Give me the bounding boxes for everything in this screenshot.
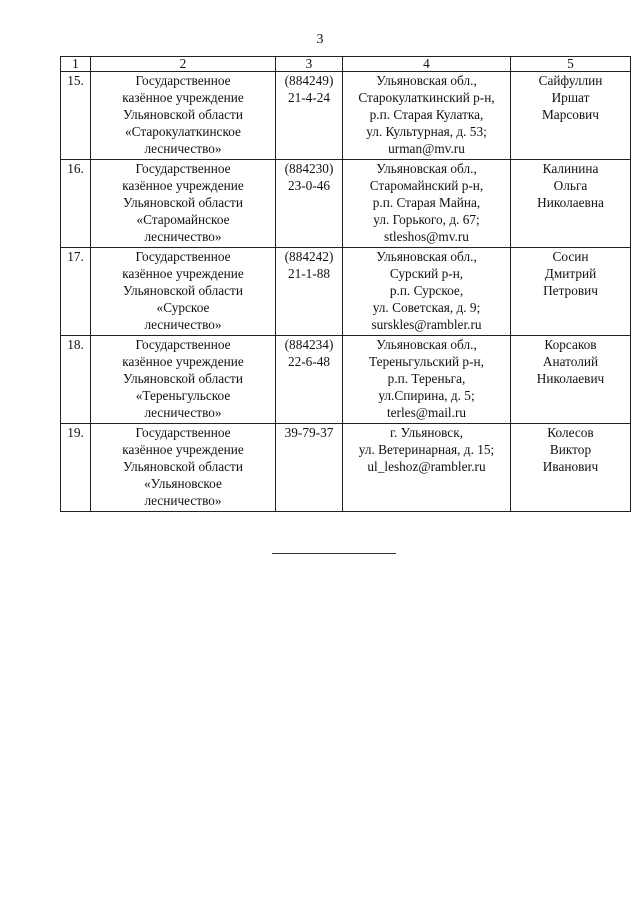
address-line: ул.Спирина, д. 5; xyxy=(378,388,475,403)
organization-line: «Тереньгульское xyxy=(135,388,231,403)
head-name-line: Калинина xyxy=(542,161,599,176)
phone-line: 22-6-48 xyxy=(287,354,331,369)
organization-line: Государственное xyxy=(135,161,231,176)
head-name-line: Дмитрий xyxy=(544,266,597,281)
address-line: ул. Горького, д. 67; xyxy=(373,212,480,227)
address-line: р.п. Сурское, xyxy=(389,283,464,298)
column-header-5: 5 xyxy=(511,57,631,72)
organization-cell xyxy=(91,160,276,248)
head-name-line: Ольга xyxy=(553,178,588,193)
row-number: 19. xyxy=(61,424,91,512)
address-line: Старомайнский р-н, xyxy=(369,178,484,193)
address-line: ul_leshoz@rambler.ru xyxy=(367,459,486,474)
head-name-line: Анатолий xyxy=(542,354,599,369)
organization-line: «Сурское xyxy=(156,300,210,315)
organization-line: лесничество» xyxy=(144,493,222,508)
address-cell xyxy=(343,72,511,160)
organization-cell xyxy=(91,424,276,512)
head-name-line: Марсович xyxy=(541,107,599,122)
address-line: Тереньгульский р-н, xyxy=(369,354,484,369)
head-name-line: Виктор xyxy=(549,442,592,457)
address-cell xyxy=(343,424,511,512)
head-name-line: Николаевич xyxy=(536,371,605,386)
address-line: ул. Культурная, д. 53; xyxy=(366,124,487,139)
organization-line: Ульяновской области xyxy=(123,283,243,298)
column-header-1: 1 xyxy=(61,57,91,72)
row-number: 18. xyxy=(61,336,91,424)
address-line: surskles@rambler.ru xyxy=(371,317,482,332)
organization-line: Ульяновской области xyxy=(123,459,243,474)
head-name-line: Петрович xyxy=(543,283,598,298)
table-row xyxy=(61,424,631,512)
head-name-cell xyxy=(511,248,631,336)
organization-line: казённое учреждение xyxy=(122,354,244,369)
phone-line: 23-0-46 xyxy=(287,178,331,193)
address-line: stleshos@mv.ru xyxy=(384,229,469,244)
page-number: 3 xyxy=(316,32,324,47)
head-name-line: Сайфуллин xyxy=(538,73,603,88)
organization-line: «Старомайнское xyxy=(136,212,230,227)
organization-line: казённое учреждение xyxy=(122,442,244,457)
address-cell xyxy=(343,336,511,424)
head-name-cell xyxy=(511,424,631,512)
phone-line: (884230) xyxy=(284,161,334,176)
organization-line: «Старокулаткинское xyxy=(125,124,241,139)
organization-cell xyxy=(91,336,276,424)
organization-line: Государственное xyxy=(135,249,231,264)
phone-line: 39-79-37 xyxy=(284,425,334,440)
address-line: Ульяновская обл., xyxy=(376,249,477,264)
address-cell xyxy=(343,248,511,336)
organization-line: Государственное xyxy=(135,337,231,352)
head-name-line: Сосин xyxy=(552,249,589,264)
address-line: г. Ульяновск, xyxy=(390,425,463,440)
address-line: Ульяновская обл., xyxy=(376,337,477,352)
organization-line: Ульяновской области xyxy=(123,107,243,122)
organization-line: Ульяновской области xyxy=(123,371,243,386)
head-name-cell xyxy=(511,336,631,424)
phone-line: 21-4-24 xyxy=(287,90,331,105)
head-name-line: Иванович xyxy=(542,459,599,474)
phone-line: 21-1-88 xyxy=(287,266,331,281)
phone-cell xyxy=(276,248,343,336)
organization-line: Государственное xyxy=(135,425,231,440)
table-row xyxy=(61,160,631,248)
address-cell xyxy=(343,160,511,248)
row-number: 16. xyxy=(61,160,91,248)
organization-cell xyxy=(91,72,276,160)
organization-line: казённое учреждение xyxy=(122,90,244,105)
forestry-registry-table xyxy=(60,56,631,512)
head-name-cell xyxy=(511,72,631,160)
address-line: ул. Советская, д. 9; xyxy=(372,300,481,315)
address-line: Сурский р-н, xyxy=(389,266,464,281)
address-line: р.п. Старая Кулатка, xyxy=(369,107,484,122)
address-line: ул. Ветеринарная, д. 15; xyxy=(358,442,495,457)
address-line: Ульяновская обл., xyxy=(376,161,477,176)
phone-cell xyxy=(276,424,343,512)
phone-cell xyxy=(276,336,343,424)
address-line: Ульяновская обл., xyxy=(376,73,477,88)
row-number: 15. xyxy=(61,72,91,160)
phone-line: (884234) xyxy=(284,337,334,352)
head-name-line: Колесов xyxy=(547,425,594,440)
organization-cell xyxy=(91,248,276,336)
head-name-line: Корсаков xyxy=(544,337,597,352)
phone-cell xyxy=(276,72,343,160)
organization-line: лесничество» xyxy=(144,405,222,420)
table-row xyxy=(61,248,631,336)
table-row xyxy=(61,336,631,424)
end-rule xyxy=(272,553,396,554)
column-header-4: 4 xyxy=(343,57,511,72)
organization-line: «Ульяновское xyxy=(144,476,222,491)
address-line: urman@mv.ru xyxy=(388,141,465,156)
row-number: 17. xyxy=(61,248,91,336)
organization-line: лесничество» xyxy=(144,229,222,244)
phone-line: (884242) xyxy=(284,249,334,264)
organization-line: Государственное xyxy=(135,73,231,88)
column-header-2: 2 xyxy=(91,57,276,72)
address-line: Старокулаткинский р-н, xyxy=(358,90,495,105)
phone-line: (884249) xyxy=(284,73,334,88)
organization-line: лесничество» xyxy=(144,141,222,156)
organization-line: Ульяновской области xyxy=(123,195,243,210)
head-name-cell xyxy=(511,160,631,248)
organization-line: лесничество» xyxy=(144,317,222,332)
organization-line: казённое учреждение xyxy=(122,178,244,193)
table-header-row xyxy=(61,57,631,72)
head-name-line: Иршат xyxy=(551,90,590,105)
phone-cell xyxy=(276,160,343,248)
address-line: terles@mail.ru xyxy=(386,405,467,420)
address-line: р.п. Старая Майна, xyxy=(372,195,481,210)
column-header-3: 3 xyxy=(276,57,343,72)
address-line: р.п. Тереньга, xyxy=(387,371,466,386)
organization-line: казённое учреждение xyxy=(122,266,244,281)
table-row xyxy=(61,72,631,160)
head-name-line: Николаевна xyxy=(537,195,604,210)
table-body xyxy=(61,72,631,512)
